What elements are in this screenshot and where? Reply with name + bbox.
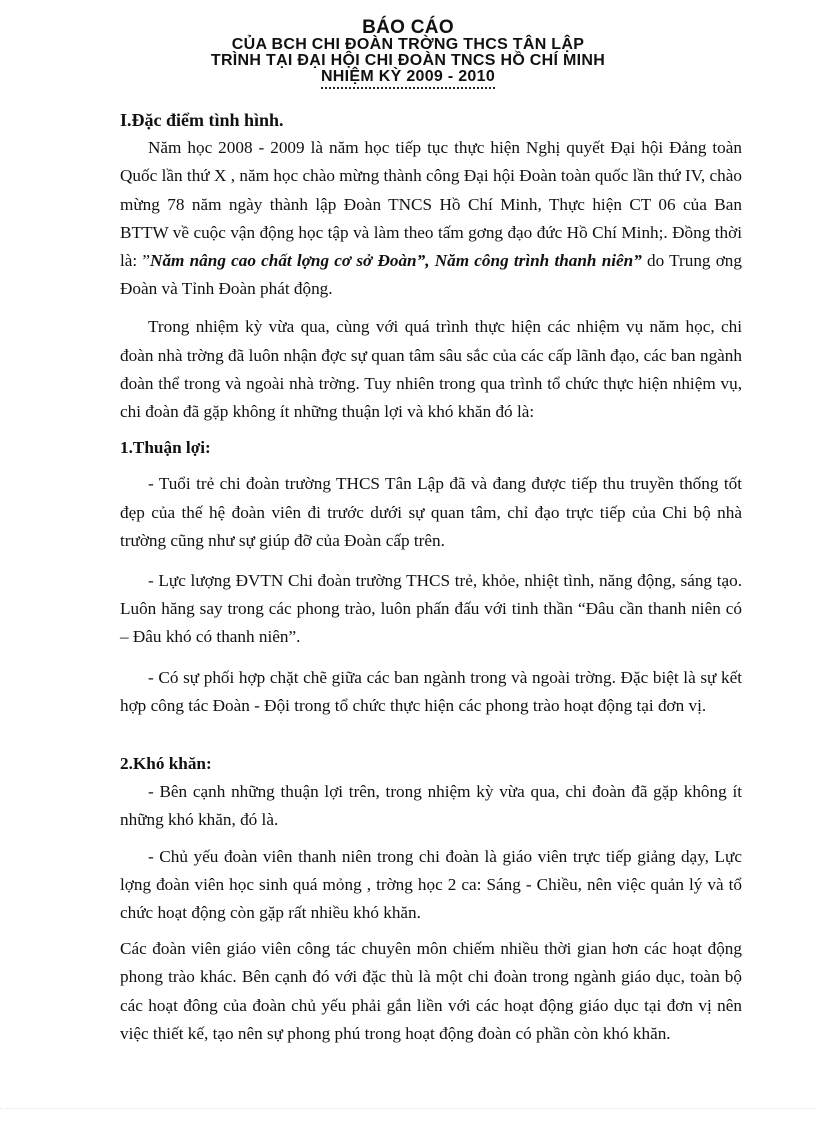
advantage-item-3: - Có sự phối hợp chặt chẽ giữa các ban ngành trong và ngoài trờng. Đặc biệt là sự kết hợp công tác Đoàn - Đội trong tổ chức thực hiện các phong trào hoạt động tại đơn vị.	[120, 667, 742, 715]
report-title: BÁO CÁO	[362, 17, 454, 38]
campaign-slogan: Năm nâng cao chất lợng cơ sở Đoàn”, Năm công trình thanh niên”	[150, 251, 642, 271]
difficulty-item-1: - Bên cạnh những thuận lợi trên, trong nhiệm kỳ vừa qua, chi đoàn đã gặp không ít những khó khăn, đó là.	[120, 782, 742, 830]
document-body	[120, 106, 742, 1048]
paragraph-school-year	[120, 134, 742, 303]
difficulty-item-2: - Chủ yếu đoàn viên thanh niên trong chi đoàn là giáo viên trực tiếp giảng dạy, Lực lợng đoàn viên học sinh quá mỏng , trờng học 2 ca: Sáng - Chiều, nên việc quản lý và tổ chức hoạt động còn gặp rất nhiều khó khăn.	[120, 846, 742, 923]
advantage-item-2: - Lực lượng ĐVTN Chi đoàn trường THCS trẻ, khỏe, nhiệt tình, năng động, sáng tạo. Luôn hăng say trong các phong trào, luôn phấn đấu với tinh thần “Đâu cần thanh niên có – Đâu khó có thanh niên”.	[120, 571, 742, 647]
report-subtitle-line-1: CỦA BCH CHI ĐOÀN TRỜNG THCS TÂN LẬP	[231, 36, 585, 53]
report-term-text: NHIỆM KỲ 2009 - 2010	[321, 68, 495, 89]
report-subtitle-line-2: TRÌNH TẠI ĐẠI HỘI CHI ĐOÀN TNCS HỒ CHÍ MINH	[210, 52, 606, 69]
difficulty-item-3: Các đoàn viên giáo viên công tác chuyên môn chiếm nhiều thời gian hơn các hoạt động phong trào khác. Bên cạnh đó với đặc thù là một chi đoàn trong ngành giáo dục, toàn bộ các hoạt đông của đoàn chủ yếu phải gắn liền với các hoạt động giáo dục tại đơn vị nên việc thiết kế, tạo nên sự phong phú trong hoạt động đoàn có phần còn khó khăn.	[120, 939, 742, 1043]
page-bottom-divider	[0, 1108, 816, 1109]
section-heading-situation: I.Đặc điểm tình hình.	[120, 110, 284, 130]
advantage-item-1: - Tuổi trẻ chi đoàn trường THCS Tân Lập đã và đang được tiếp thu truyền thống tốt đẹp của thế hệ đoàn viên đi trước dưới sự quan tâm, chỉ đạo trực tiếp của Chi bộ nhà trường cũng như sự giúp đỡ của Đoàn cấp trên.	[120, 474, 742, 550]
section-heading-difficulties: 2.Khó khăn:	[120, 754, 212, 774]
section-heading-advantages: 1.Thuận lợi:	[120, 438, 211, 458]
paragraph-term-overview: Trong nhiệm kỳ vừa qua, cùng với quá trình thực hiện các nhiệm vụ năm học, chi đoàn nhà trờng đã luôn nhận đợc sự quan tâm sâu sắc của các cấp lãnh đạo, các ban ngành đoàn thể trong và ngoài nhà trờng. Tuy nhiên trong qua trình tổ chức thực hiện nhiệm vụ, chi đoàn đã gặp không ít những thuận lợi và khó khăn đó là:	[120, 317, 742, 422]
paragraph-school-year-tail: do Trung ơng Đoàn và Tỉnh Đoàn phát động.	[120, 251, 742, 299]
paragraph-school-year-text: Năm học 2008 - 2009 là năm học tiếp tục thực hiện Nghị quyết Đại hội Đảng toàn Quốc lần thứ X , năm học chào mừng thành công Đại hội Đoàn toàn quốc lần thứ IV, chào mừng 78 năm ngày thành lập Đoàn TNCS Hồ Chí Minh, Thực hiện CT 06 của Ban BTTW về cuộc vận động học tập và làm theo tấm gơng đạo đức Hồ Chí Minh;. Đồng thời là: ”	[120, 138, 742, 271]
report-term-line	[0, 69, 816, 84]
